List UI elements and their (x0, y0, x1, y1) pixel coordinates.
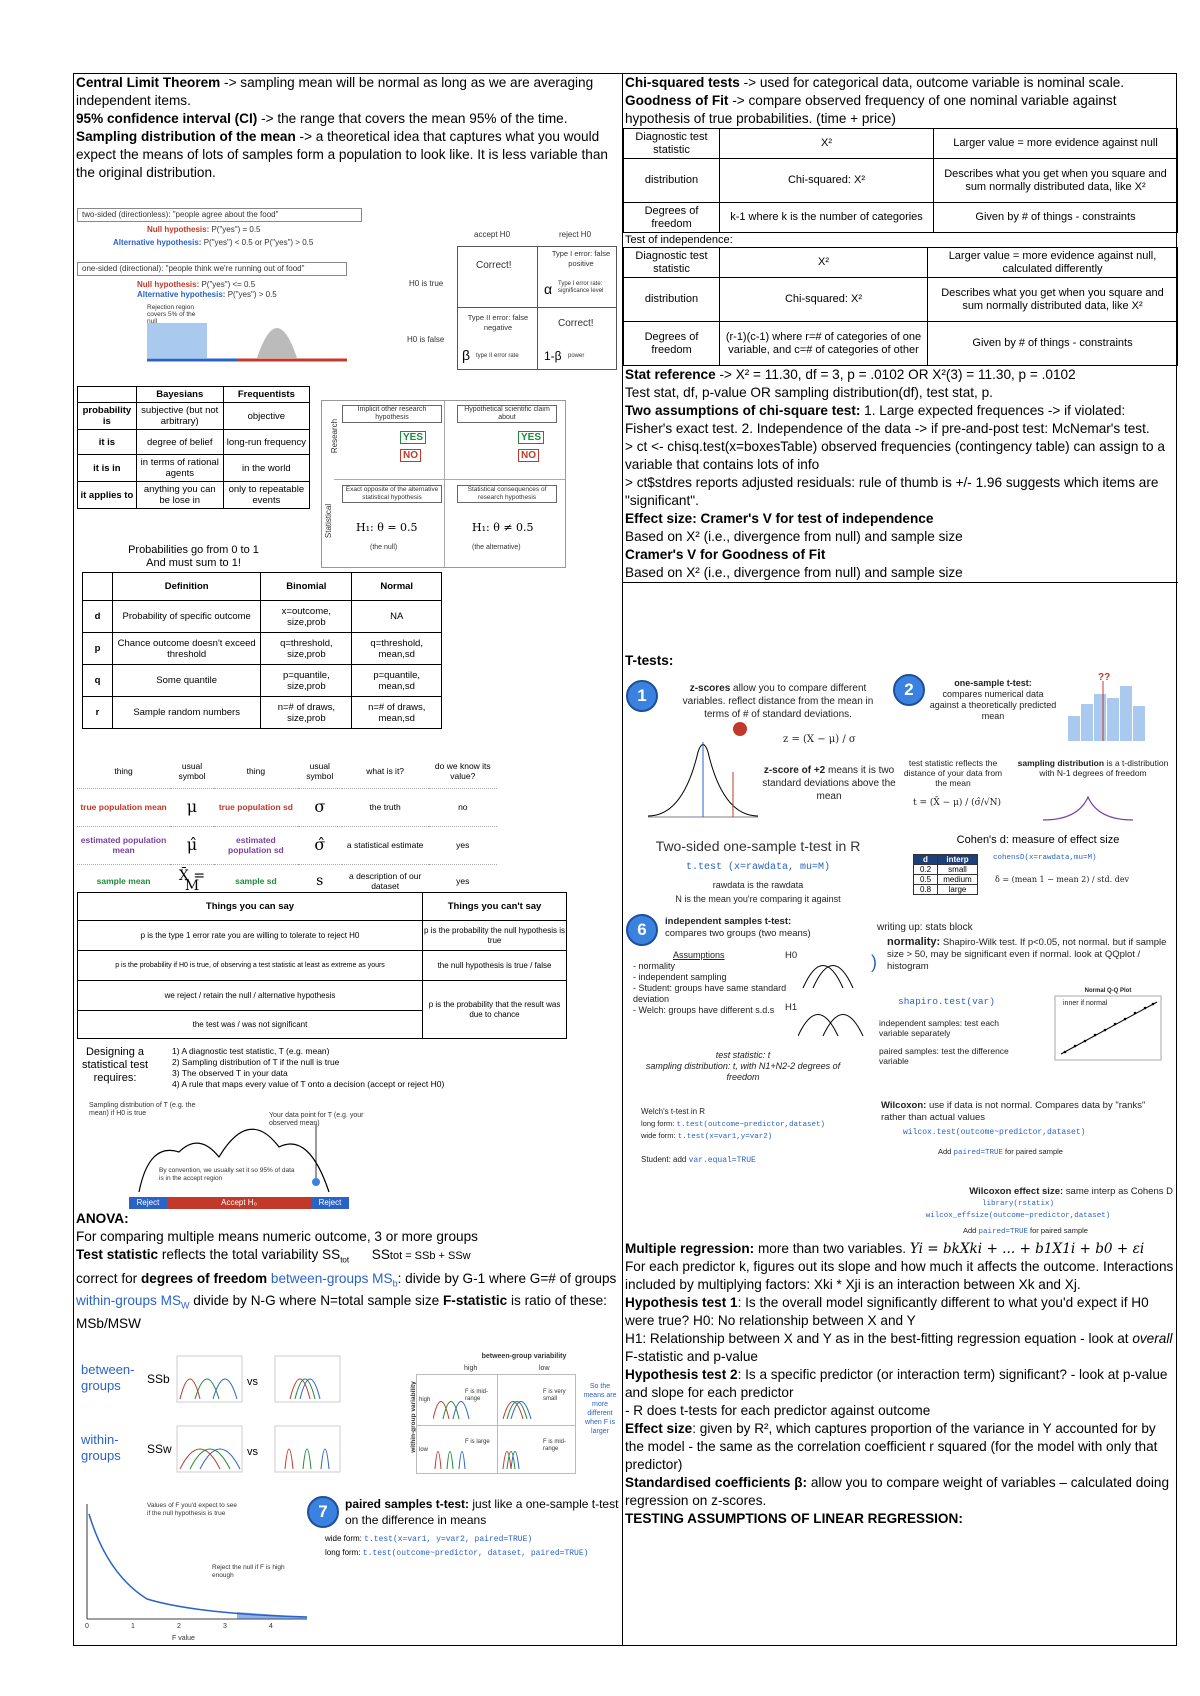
h1-alt: H₁: θ ≠ 0.5 (472, 521, 534, 534)
accept-h0-label: accept H0 (474, 230, 511, 239)
power-symbol: 1-β (544, 349, 562, 363)
between-groups-label: between-groups (81, 1362, 135, 1393)
ci-text: -> the range that covers the mean 95% of the time. (257, 111, 568, 126)
f-mid-range-2: F is mid-range (543, 1439, 566, 1452)
stat-consequences: Statistical consequences of research hypothesis (457, 485, 557, 503)
data-point-label: Your data point for T (e.g. your observed mean) (269, 1112, 364, 1127)
distribution-functions-table: Definition Binomial Normal d Probability of specific outcome x=outcome, size,prob NA p Chance outcome doesn't exceed threshold q=threshold, size,prob q=threshold, mean,sd q Some quantile p=quantile, size,prob p=quantile, mean,sd r Sample random numbers n=# of draws, size,prob n=# of draws, mean,sd (82, 572, 442, 729)
t-formula: t = (X̄ − μ) / (σ̂/√N) (913, 798, 1001, 808)
ssb-label: SSb (147, 1372, 170, 1386)
f-mid-range: F is mid-range (465, 1389, 488, 1402)
bgv-title: between-group variability (481, 1353, 567, 1360)
bgv-high: high (464, 1365, 478, 1372)
anova-ts-term: Test statistic (76, 1247, 159, 1262)
reject-left: Reject (129, 1197, 167, 1209)
f-curve-note: Values of F you'd expect to see if the null hypothesis is true (147, 1502, 238, 1517)
toi-table: Diagnostic test statistic X² Larger value = more evidence against null, calculated differently distribution Chi-squared: X² Describes what you get when you square and sum normally distributed data, like X² Degrees of freedom (r-1)(c-1) where r=# of categories of one variable, and c=# of categories of other Given by # of things - constraints (623, 247, 1178, 366)
n-note: N is the mean you're comparing it against (675, 894, 841, 904)
qq-title: Normal Q-Q Plot (1084, 988, 1132, 994)
implicit-hyp: Implicit other research hypothesis (342, 405, 442, 423)
mr-formula: Yi = bkXki + ... + b1X1i + b0 + εi (909, 1241, 1145, 1257)
f-very-small: F is very small (543, 1389, 566, 1402)
null-label-1: Null hypothesis: (147, 225, 210, 234)
error-table (379, 222, 619, 372)
samp-dist-label: Sampling distribution of T (e.g. the mean) if H0 is true (89, 1102, 196, 1117)
welch-long-code: t.test(outcome~predictor,dataset) (676, 1121, 825, 1129)
clt-text: -> sampling mean will be normal as long as we are averaging independent items. (76, 75, 594, 108)
f-large: F is large (465, 1439, 490, 1445)
research-label: Research (330, 418, 340, 454)
alt-hyp-1: P("yes") < 0.5 or P("yes") > 0.5 (203, 238, 314, 247)
ssw-label: SSw (147, 1442, 172, 1456)
paired-long-code: t.test(outcome~predictor, dataset, paired=TRUE) (362, 1549, 589, 1558)
two-sided-title: Two-sided one-sample t-test in R (655, 838, 861, 854)
welch-title: Welch's t-test in R (641, 1107, 706, 1116)
ttests-section: T-tests: 1 z-scores allow you to compare different variables. reflect distance from the mean in terms of # of standard deviations. z = (X − μ) / σ z-score of +2 means it is two standard deviations above the mean 2 one-sample t-test: compares numerical data against a theoretically predicted mean ?? test statistic reflects the distance of your data from the mean t = (X̄ − μ) / (σ̂/√N) sampling distribution is a t-distribution with N-1 degrees of freedom Two-sided one-sample t-test in R t.test (x=rawdata, mu=M) rawdata is the rawdata N is the mean you're comparing it against Cohen's d: measure of effect size d interp 0.2 small 0.5 medium 0.8 large cohensD(x=rawdata,mu=M) δ = (mean 1 − mean 2) / std. dev 6 independent samples t-test: compares two groups (two means) Assumptions - normality - independent sampling - Student: groups have same standard deviation - Welch: groups have different s.d.s H0 H1 test statistic: t sampling distribution: t, with N1+N2-2 degrees of freedom Welch's t-test in R long form: t.test(outcome~predictor,dataset) wide form: t.test(x=var1,y=var2) Student: add var.equal=TRUE writing up: stats block ) normality: Shapiro-Wilk test. If p<0.05, not normal. but if sample size > 50, may be significant even if normal. look at QQplot / histogram shapiro.test(var) independent samples: test each variable separately paired samples: test the difference variable Normal Q-Q Plot inner if normal Wilcoxon: use if data is not normal. Compares data by "ranks" rather than actual values wilcox.test(outcome~predictor,dataset) Add paired=TRUE for paired sample Wilcoxon effect size: same interp as Cohens D library(rstatix) wilcox_effsize(outcome~predictor,dataset) Add paired=TRUE for paired sample Multiple regression: more than two variables. Yi = bkXki + ... + b1X1i + b0 + εi For each predictor k, figures out its slope and how much it affects the outcome. Interactions included by multiplying factors: Xki * Xji is an interaction between Xk and Xj. Hypothesis test 1: Is the overall model significantly different to what you'd expect if H0 were true? H0: No relationship between X and Y H1: Relationship between X and Y as in the best-fitting regression equation - look at overall F-statistic and p-value Hypothesis test 2: Is a specific predictor (or interaction term) significant? - look at p-value and slope for each predictor - R does t-tests for each predictor against outcome Effect size: given by R², which captures proportion of the variance in Y accounted for by the model - the same as the correlation coefficient r squared (for the model with only that predictor) Standardised coefficients β: allow you to compare weight of variables – calculated doing regression on z-scores. TESTING ASSUMPTIONS OF LINEAR REGRESSION: (623, 652, 1178, 1384)
alt-label-2: Alternative hypothesis: (137, 290, 226, 299)
wes-code-2: wilcox_effsize(outcome~predictor,dataset) (925, 1212, 1111, 1220)
paired-text: just like a one-sample t-test on the difference in means (345, 1497, 619, 1527)
correct-1: Correct! (476, 260, 512, 271)
groups-figure (77, 1354, 347, 1504)
one-sample-histogram (1063, 676, 1173, 746)
two-sided-label: two-sided (directionless): "people agree about the food" (77, 208, 362, 222)
beta-note: type II error rate (476, 353, 519, 359)
wgv-high: high (419, 1397, 431, 1403)
exact-opposite: Exact opposite of the alternative statistical hypothesis (342, 485, 442, 503)
samp-dist-t: sampling distribution: t, with N1+N2-2 degrees of freedom (645, 1061, 841, 1082)
ci-term: 95% confidence interval (CI) (76, 111, 258, 126)
bgv-low: low (539, 1365, 550, 1372)
apple-icon (733, 722, 747, 736)
chi-notes: Stat reference -> X² = 11.30, df = 3, p = .0102 OR X²(3) = 11.30, p = .0102 Test stat, df, p-value OR sampling distribution(df), test stat, p. Two assumptions of chi-square test: 1. Large expected frequences -> if violated: Fisher's exact test. 2. Independence of the data -> if pre-and-post test: McNemar's test. > ct <- chisq.test(x=boxesTable) observed frequencies (contingency table) can assign to a variable that contains lots of info > ct$stdres reports adjusted residuals: rule of thumb is +/- 1.96 suggests which items are "significant". Effect size: Cramer's V for test of independence Based on X² (i.e., divergence from null) and sample size Cramer's V for Goodness of Fit Based on X² (i.e., divergence from null) and sample size (625, 367, 1165, 580)
vs-label-1: vs (247, 1376, 258, 1388)
anova-dof-term: degrees of freedom (140, 1270, 268, 1286)
one-sided-label: one-sided (directional): "people think we're running out of food" (77, 262, 347, 276)
power-note: power (568, 353, 585, 359)
variability-grid (404, 1352, 619, 1476)
f-reject-note: Reject the null if F is high enough (212, 1564, 285, 1579)
paired-block: 7 paired samples t-test: just like a one-sample t-test on the difference in means wide form: t.test(x=var1, y=var2, paired=TRUE) long form: t.test(outcome~predictor, dataset, paired=TRUE) (307, 1496, 621, 1586)
writing-up: writing up: stats block (877, 922, 973, 933)
cohen-formula: δ = (mean 1 − mean 2) / std. dev (995, 875, 1130, 884)
explicit-hyp: Hypothetical scientific claim about (457, 405, 557, 423)
f-axis-label: F value (172, 1635, 195, 1642)
hypothesis-panel (77, 208, 367, 368)
bayes-table: Bayesians Frequentists probability is subjective (but not arbitrary) objective it is degree of belief long-run frequency it is in in terms of rational agents in the world it applies to anything you can be lose in only to repeatable events (77, 386, 310, 509)
rawdata-note: rawdata is the rawdata (712, 880, 804, 890)
clt-block (74, 74, 623, 182)
cohen-code: cohensD(x=rawdata,mu=M) (993, 854, 1097, 862)
assumptions-list: Assumptions - normality - independent sampling - Student: groups have same standard deviation - Welch: groups have different s.d.s (633, 950, 787, 1015)
qq-inner: inner if normal (1063, 1000, 1108, 1007)
paired-wide-code: t.test(x=var1, y=var2, paired=TRUE) (364, 1535, 533, 1544)
z-curve (643, 732, 763, 822)
vs-label-2: vs (247, 1446, 258, 1458)
so-means-note: So the means are more different when F is larger (583, 1383, 617, 1435)
ind-number-icon: 6 (626, 914, 658, 946)
alpha-symbol: α (544, 281, 553, 297)
anova-line1: For comparing multiple means numeric outcome, 3 or more groups (76, 1229, 478, 1244)
h0-label: H0 (785, 950, 798, 961)
yes-badge-2: YES (518, 431, 544, 444)
alt-hyp-2: P("yes") > 0.5 (227, 290, 277, 299)
wgv-low: low (419, 1447, 429, 1453)
brace-icon: ) (871, 952, 877, 972)
no-badge-1: NO (400, 449, 421, 462)
anova-title: ANOVA: (76, 1211, 129, 1226)
alt-label-1: Alternative hypothesis: (113, 238, 202, 247)
can-say-table: Things you can say Things you can't say p is the type 1 error rate you are willing to tolerate to reject H0 p is the probability the null hypothesis is true p is the probability if H0 is true, of observing a test statistic at least as extreme as yours the null hypothesis is true / false we reject / retain the null / alternative hypothesis p is the probability that the result was due to chance the test was / was not significant (77, 892, 567, 1039)
convention-label: By convention, we usually set it so 95% of data is in the accept region (159, 1167, 295, 1182)
ts-reflects: test statistic reflects the distance of your data from the mean (903, 758, 1003, 788)
right-column (623, 74, 1178, 1645)
ttests-title: T-tests: (625, 653, 674, 668)
groups-curves (175, 1354, 345, 1494)
regression-block: Multiple regression: more than two variables. Yi = bkXki + ... + b1X1i + b0 + εi For each predictor k, figures out its slope and how much it affects the outcome. Interactions included by multiplying factors: Xki * Xji is an interaction between Xk and Xj. Hypothesis test 1: Is the overall model significantly different to what you'd expect if H0 were true? H0: No relationship between X and Y H1: Relationship between X and Y as in the best-fitting regression equation - look at overall F-statistic and p-value Hypothesis test 2: Is a specific predictor (or interaction term) significant? - look at p-value and slope for each predictor - R does t-tests for each predictor against outcome Effect size: given by R², which captures proportion of the variance in Y accounted for by the model - the same as the correlation coefficient r squared (for the model with only that predictor) Standardised coefficients β: allow you to compare weight of variables – calculated doing regression on z-scores. TESTING ASSUMPTIONS OF LINEAR REGRESSION: (625, 1241, 1174, 1526)
t-distribution-curve (1043, 792, 1133, 822)
h1-label: H1 (785, 1002, 798, 1013)
anova-f-term: F-statistic (443, 1293, 508, 1309)
beta-symbol: β (462, 347, 471, 363)
h1-null: H₁: θ = 0.5 (356, 521, 418, 534)
two-sided-code: t.test (x=rawdata, mu=M) (685, 862, 831, 873)
designing-label: Designing a statistical test requires: (81, 1046, 149, 1084)
paired-number-icon: 7 (307, 1496, 339, 1528)
null-hyp-1: P("yes") = 0.5 (211, 225, 261, 234)
toi-label: Test of independence: (625, 234, 733, 246)
wilcoxon-code: wilcox.test(outcome~predictor,dataset) (903, 1128, 1086, 1137)
research-panel (321, 400, 566, 568)
yes-badge-1: YES (400, 431, 426, 444)
rejection-note: Rejection region covers 5% of the null (147, 304, 196, 325)
paired-term: paired samples t-test: (345, 1497, 470, 1511)
wes-code-1: library(rstatix) (981, 1200, 1054, 1208)
the-null-label: (the null) (370, 544, 398, 551)
paired-note: paired samples: test the difference variable (879, 1046, 1009, 1066)
left-column (74, 74, 623, 1645)
sampling-sketch (89, 1102, 379, 1212)
type1-error: Type I error: false positive (551, 249, 611, 268)
prob-note: Probabilities go from 0 to 1 And must sum to 1! (128, 544, 259, 569)
type2-error: Type II error: false negative (467, 313, 529, 332)
h0-h1-curves (798, 948, 868, 1038)
clt-term: Central Limit Theorem (76, 75, 221, 90)
welch-wide-code: t.test(x=var1,y=var2) (677, 1133, 773, 1141)
cheat-sheet (73, 73, 1177, 1646)
reject-h0-label: reject H0 (559, 230, 592, 239)
null-label-2: Null hypothesis: (137, 280, 200, 289)
correct-2: Correct! (558, 318, 594, 329)
gof-table: Diagnostic test statistic X² Larger value = more evidence against null distribution Chi-squared: X² Describes what you get when you square and sum normally distributed data, like X² Degrees of freedom k-1 where k is the number of categories Given by # of things - constraints (623, 128, 1178, 233)
null-hyp-2: P("yes") <= 0.5 (201, 280, 256, 289)
cohen-title: Cohen's d: measure of effect size (956, 834, 1120, 846)
chi-intro: Chi-squared tests -> used for categorical data, outcome variable is nominal scale. Goodness of Fit -> compare observed frequency of one nominal variable against hypothesis of true probabilities. (time + price) (625, 75, 1125, 126)
sdm-text: -> a theoretical idea that captures what you would expect the means of lots of samples form a population to look like. It is less variable than the original distribution. (76, 129, 608, 180)
no-badge-2: NO (518, 449, 539, 462)
z-formula: z = (X − μ) / σ (783, 734, 856, 745)
within-groups-label: within-groups (81, 1432, 121, 1463)
anova-block: ANOVA: For comparing multiple means numeric outcome, 3 or more groups Test statistic reflects the total variability $SS_{tot}$ SStot = SSb + SSw correct for degrees of freedom between-groups $MS_b$: divide by G-1 where G=# of groups within-groups $MS_W$ divide by N-G where N=total sample size F-statistic is ratio of these: MSb/MSW (74, 1210, 623, 1333)
indep-note: independent samples: test each variable separately (879, 1018, 1000, 1038)
designing-list: 1) A diagnostic test statistic, T (e.g. mean) 2) Sampling distribution of T if the null is true 3) The observed T in your data 4) A rule that maps every value of T onto a decision (accept or reject H0) (172, 1046, 445, 1089)
z-number-icon: 1 (626, 680, 658, 712)
sdm-term: Sampling distribution of the mean (76, 129, 296, 144)
cohen-table: d interp 0.2 small 0.5 medium 0.8 large (913, 854, 978, 895)
wgv-label: within-group variability (410, 1381, 417, 1453)
h0-true-label: H0 is true (409, 279, 444, 288)
qq-mark: ?? (1098, 672, 1111, 683)
test-stat-t: test statistic: t (715, 1050, 771, 1060)
h0-false-label: H0 is false (407, 335, 445, 344)
f-distribution-plot: Values of F you'd expect to see if the null hypothesis is true Reject the null if F is high enough 0 1 2 3 4 F value (77, 1494, 317, 1644)
symbols-table: thing usual symbol thing usual symbol what is it? do we know its value? true population mean μ true population sd σ the truth no estimated population mean μ̂ estimated population sd σ̂ a statistical estimate yes sample mean X̄ = M sample sd s a description of our dataset yes (77, 754, 497, 898)
shapiro-code: shapiro.test(var) (898, 996, 995, 1007)
one-sample-number-icon: 2 (893, 674, 925, 706)
the-alt-label: (the alternative) (472, 544, 521, 551)
statistical-label: Statistical (324, 503, 334, 539)
alpha-note: Type I error rate: significance level (558, 281, 604, 294)
student-code: var.equal=TRUE (688, 1156, 756, 1165)
reject-right: Reject (311, 1197, 349, 1209)
accept-mid: Accept H₀ (167, 1197, 311, 1209)
